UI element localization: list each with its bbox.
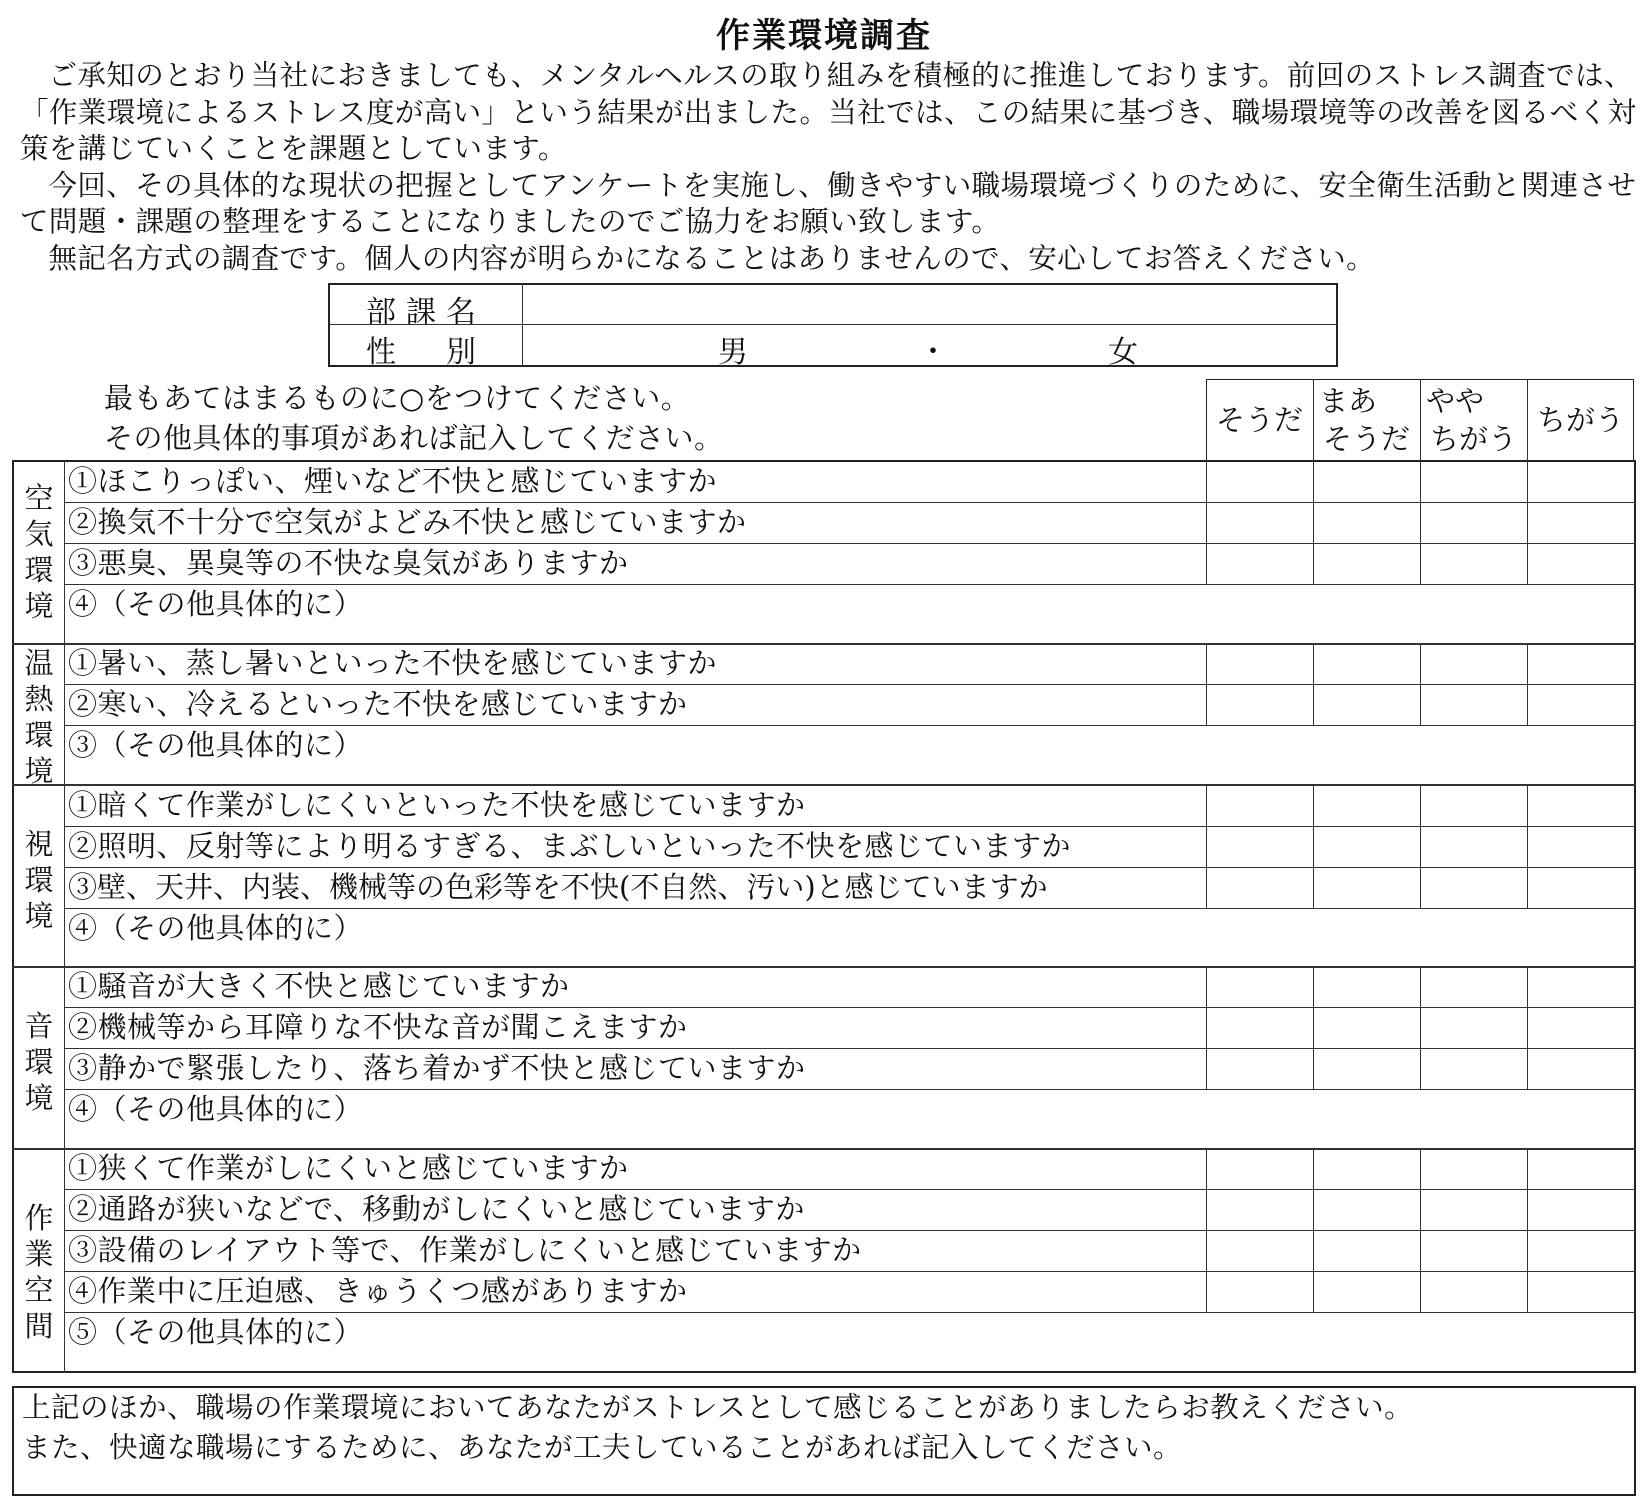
gender-label: 性 別: [366, 335, 486, 370]
answer-cell-maa-sou-da[interactable]: [1315, 545, 1418, 583]
answer-cell-chigau[interactable]: [1529, 1191, 1632, 1229]
intro-paragraph: ご承知のとおり当社におきましても、メンタルヘルスの取り組みを積極的に推進しております。前回のストレス調査では、「作業環境によるストレス度が高い」という結果が出ました。当社では、この結果に基づき、職場環境等の改善を図るべく対策を講じていくことを課題としています。: [20, 59, 1637, 165]
question-item: ①騒音が大きく不快と感じていますか: [68, 969, 570, 1003]
answer-cell-maa-sou-da[interactable]: [1315, 645, 1418, 683]
answer-cell-yaya-chigau[interactable]: [1422, 869, 1525, 907]
gender-male-option[interactable]: 男: [718, 335, 748, 370]
answer-cell-yaya-chigau[interactable]: [1422, 1191, 1525, 1229]
answer-cell-yaya-chigau[interactable]: [1422, 1050, 1525, 1088]
free-response-prompt: 上記のほか、職場の作業環境においてあなたがストレスとして感じることがありましたらお教えください。: [22, 1391, 1414, 1424]
answer-cell-maa-sou-da[interactable]: [1315, 869, 1418, 907]
answer-cell-chigau[interactable]: [1529, 869, 1632, 907]
answer-cell-sou-da[interactable]: [1208, 1273, 1311, 1311]
answer-cell-sou-da[interactable]: [1208, 968, 1311, 1006]
answer-cell-chigau[interactable]: [1529, 1150, 1632, 1188]
intro-paragraph: 無記名方式の調査です。個人の内容が明らかになることはありませんので、安心してお答えください。: [48, 241, 1376, 275]
answer-cell-chigau[interactable]: [1529, 968, 1632, 1006]
answer-cell-yaya-chigau[interactable]: [1422, 1009, 1525, 1047]
header-chigau: ちがう: [1536, 403, 1624, 437]
answer-cell-chigau[interactable]: [1529, 545, 1632, 583]
question-item: ②照明、反射等により明るすぎる、まぶしいといった不快を感じていますか: [68, 829, 1072, 863]
answer-cell-yaya-chigau[interactable]: [1422, 686, 1525, 724]
other-specify-field[interactable]: [430, 727, 1630, 783]
answer-cell-yaya-chigau[interactable]: [1422, 1150, 1525, 1188]
other-specify-item: ④（その他具体的に）: [68, 587, 364, 621]
other-specify-field[interactable]: [430, 1314, 1630, 1371]
question-item: ②通路が狭いなどで、移動がしにくいと感じていますか: [68, 1192, 805, 1226]
question-item: ①暗くて作業がしにくいといった不快を感じていますか: [68, 788, 806, 822]
answer-cell-maa-sou-da[interactable]: [1315, 968, 1418, 1006]
header-maa-sou-da: まあ そうだ: [1319, 384, 1410, 456]
answer-cell-yaya-chigau[interactable]: [1422, 968, 1525, 1006]
free-response-prompt: また、快適な職場にするために、あなたが工夫していることがあれば記入してください。: [22, 1431, 1183, 1464]
answer-cell-sou-da[interactable]: [1208, 1191, 1311, 1229]
header-sou-da: そうだ: [1215, 403, 1303, 437]
question-item: ②機械等から耳障りな不快な音が聞こえますか: [68, 1010, 688, 1044]
answer-cell-yaya-chigau[interactable]: [1422, 545, 1525, 583]
section-label-sound: 音 環 境: [24, 1009, 54, 1115]
answer-cell-yaya-chigau[interactable]: [1422, 786, 1525, 825]
other-specify-field[interactable]: [430, 586, 1630, 642]
gender-separator: ・: [918, 335, 948, 370]
section-label-workspace: 作 業 空 間: [24, 1201, 54, 1343]
answer-cell-chigau[interactable]: [1529, 1232, 1632, 1270]
other-specify-item: ⑤（その他具体的に）: [68, 1315, 364, 1349]
answer-cell-sou-da[interactable]: [1208, 1232, 1311, 1270]
answer-cell-yaya-chigau[interactable]: [1422, 462, 1525, 501]
answer-cell-chigau[interactable]: [1529, 462, 1632, 501]
answer-cell-maa-sou-da[interactable]: [1315, 1050, 1418, 1088]
answer-cell-chigau[interactable]: [1529, 645, 1632, 683]
question-item: ③壁、天井、内装、機械等の色彩等を不快(不自然、汚い)と感じていますか: [68, 870, 1048, 904]
answer-cell-sou-da[interactable]: [1208, 462, 1311, 501]
answer-cell-maa-sou-da[interactable]: [1315, 828, 1418, 866]
intro-text: [20, 58, 1640, 277]
answer-cell-chigau[interactable]: [1529, 504, 1632, 542]
instruction-line: その他具体的事項があれば記入してください。: [104, 421, 724, 455]
answer-cell-maa-sou-da[interactable]: [1315, 504, 1418, 542]
question-item: ①暑い、蒸し暑いといった不快を感じていますか: [68, 646, 718, 680]
answer-cell-yaya-chigau[interactable]: [1422, 1273, 1525, 1311]
question-item: ③静かで緊張したり、落ち着かず不快と感じていますか: [68, 1051, 806, 1085]
answer-cell-maa-sou-da[interactable]: [1315, 686, 1418, 724]
answer-cell-maa-sou-da[interactable]: [1315, 1191, 1418, 1229]
question-item: ③設備のレイアウト等で、作業がしにくいと感じていますか: [68, 1233, 862, 1267]
answer-cell-sou-da[interactable]: [1208, 869, 1311, 907]
answer-cell-sou-da[interactable]: [1208, 686, 1311, 724]
other-specify-field[interactable]: [430, 910, 1630, 964]
answer-cell-sou-da[interactable]: [1208, 545, 1311, 583]
answer-cell-sou-da[interactable]: [1208, 828, 1311, 866]
answer-cell-chigau[interactable]: [1529, 1009, 1632, 1047]
department-label: 部課名: [366, 295, 486, 330]
question-item: ①ほこりっぽい、煙いなど不快と感じていますか: [68, 464, 718, 498]
answer-cell-yaya-chigau[interactable]: [1422, 645, 1525, 683]
instruction-line: 最もあてはまるものに○をつけてください。: [104, 381, 691, 415]
answer-cell-maa-sou-da[interactable]: [1315, 462, 1418, 501]
section-label-visual: 視 環 境: [24, 827, 54, 933]
question-item: ③悪臭、異臭等の不快な臭気がありますか: [68, 546, 629, 580]
answer-cell-sou-da[interactable]: [1208, 1050, 1311, 1088]
header-yaya-chigau: やや ちがう: [1426, 384, 1517, 456]
question-item: ①狭くて作業がしにくいと感じていますか: [68, 1151, 629, 1185]
question-item: ②寒い、冷えるといった不快を感じていますか: [68, 687, 688, 721]
answer-cell-maa-sou-da[interactable]: [1315, 786, 1418, 825]
answer-cell-sou-da[interactable]: [1208, 1009, 1311, 1047]
gender-female-option[interactable]: 女: [1108, 335, 1138, 370]
answer-cell-sou-da[interactable]: [1208, 786, 1311, 825]
answer-cell-yaya-chigau[interactable]: [1422, 828, 1525, 866]
answer-cell-chigau[interactable]: [1529, 686, 1632, 724]
answer-cell-yaya-chigau[interactable]: [1422, 1232, 1525, 1270]
answer-cell-maa-sou-da[interactable]: [1315, 1232, 1418, 1270]
other-specify-item: ③（その他具体的に）: [68, 728, 364, 762]
answer-cell-sou-da[interactable]: [1208, 645, 1311, 683]
intro-paragraph: 今回、その具体的な現状の把握としてアンケートを実施し、働きやすい職場環境づくりのために、安全衛生活動と関連させて問題・課題の整理をすることになりましたのでご協力をお願い致します。: [20, 168, 1637, 238]
answer-cell-sou-da[interactable]: [1208, 1150, 1311, 1188]
answer-cell-maa-sou-da[interactable]: [1315, 1009, 1418, 1047]
question-item: ②換気不十分で空気がよどみ不快と感じていますか: [68, 505, 747, 539]
question-item: ④作業中に圧迫感、きゅうくつ感がありますか: [68, 1274, 688, 1308]
answer-cell-maa-sou-da[interactable]: [1315, 1150, 1418, 1188]
answer-cell-chigau[interactable]: [1529, 786, 1632, 825]
section-label-thermal: 温 熱 環 境: [24, 646, 54, 788]
other-specify-field[interactable]: [430, 1091, 1630, 1146]
answer-cell-sou-da[interactable]: [1208, 504, 1311, 542]
answer-cell-chigau[interactable]: [1529, 1050, 1632, 1088]
page-title: 作業環境調査: [716, 16, 932, 56]
other-specify-item: ④（その他具体的に）: [68, 911, 364, 945]
section-label-air: 空 気 環 境: [24, 481, 54, 623]
answer-cell-yaya-chigau[interactable]: [1422, 504, 1525, 542]
answer-cell-maa-sou-da[interactable]: [1315, 1273, 1418, 1311]
answer-cell-chigau[interactable]: [1529, 828, 1632, 866]
answer-cell-chigau[interactable]: [1529, 1273, 1632, 1311]
other-specify-item: ④（その他具体的に）: [68, 1092, 364, 1126]
department-field[interactable]: [524, 285, 1336, 323]
